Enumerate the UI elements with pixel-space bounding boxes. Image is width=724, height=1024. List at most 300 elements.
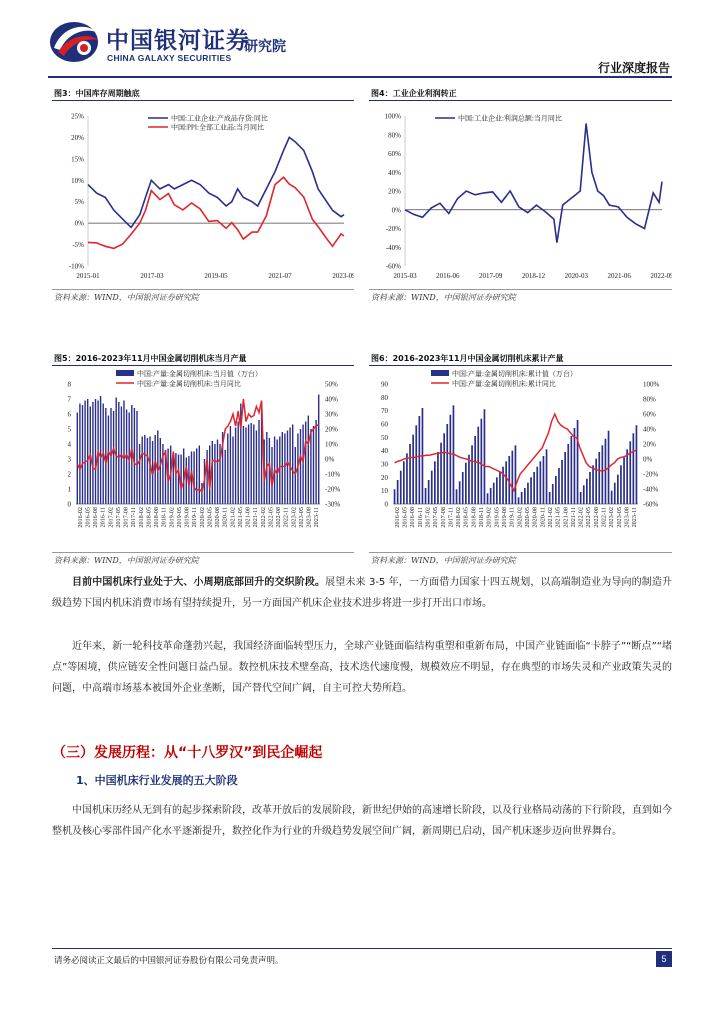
figure-3-source-rule — [52, 289, 354, 290]
paragraph-1-lead: 目前中国机床行业处于大、小周期底部回升的交织阶段。 — [72, 577, 326, 588]
bar — [175, 453, 176, 504]
bar — [105, 408, 106, 504]
bar — [95, 399, 96, 504]
y-tick-label: 60% — [388, 150, 401, 158]
figure-4-source-rule — [369, 289, 672, 290]
x-tick-label: 2016-02 — [76, 507, 84, 528]
y-right-tick-label: 50% — [325, 380, 338, 389]
bar — [446, 424, 448, 504]
x-tick-label: 2020-05 — [206, 507, 214, 528]
x-tick-label: 2016-08 — [92, 507, 100, 528]
bar — [623, 457, 625, 504]
bar — [487, 493, 489, 504]
y-left-tick-label: 90 — [381, 380, 388, 389]
x-tick-label: 2020-08 — [531, 507, 539, 528]
x-tick-label: 2021-02 — [547, 507, 554, 528]
x-tick-label: 2018-05 — [462, 507, 470, 528]
bar — [108, 416, 109, 505]
x-tick-label: 2019-11 — [191, 507, 199, 528]
bar — [527, 483, 529, 504]
bar — [459, 481, 461, 504]
bar — [134, 408, 135, 504]
figure-6-source: 资料来源：WIND，中国银河证券研究院 — [371, 556, 516, 565]
institute-label: 研究院 — [244, 39, 286, 55]
bar — [196, 449, 197, 505]
x-tick-label: 2022-02 — [259, 507, 267, 528]
bar — [561, 460, 563, 504]
legend-label: 中国:产量:金属切削机床:累计同比 — [452, 380, 556, 388]
bar — [434, 461, 436, 504]
y-left-tick-label: 50 — [381, 433, 388, 442]
bar — [225, 450, 226, 504]
bar — [614, 483, 616, 504]
bar — [258, 420, 259, 504]
x-tick-label: 2023-05 — [297, 507, 305, 528]
bar — [558, 468, 560, 504]
x-tick-label: 2019-08 — [183, 507, 191, 528]
page-header — [0, 0, 724, 78]
figure-3-title-rule — [52, 100, 354, 101]
bar — [571, 436, 573, 504]
bar — [87, 399, 88, 504]
x-tick-label: 2021-02 — [229, 507, 237, 528]
x-tick-label: 2016-05 — [401, 507, 409, 528]
x-tick-label: 2016-06 — [436, 272, 460, 280]
bar — [403, 461, 405, 504]
bar — [512, 451, 514, 504]
y-right-tick-label: 20% — [643, 440, 656, 449]
legend-label: 中国:PPI:全部工业品:当月同比 — [171, 123, 264, 132]
x-tick-label: 2022-08 — [275, 507, 283, 528]
bar — [230, 426, 231, 504]
y-left-tick-label: 3 — [67, 455, 71, 464]
x-tick-label: 2016-08 — [409, 507, 417, 528]
bar — [235, 428, 236, 505]
footer-rule — [52, 948, 672, 949]
x-tick-label: 2017-05 — [432, 507, 440, 528]
y-left-tick-label: 8 — [67, 380, 71, 389]
bar — [123, 401, 124, 505]
bar — [149, 437, 150, 505]
x-tick-label: 2022-09 — [650, 272, 672, 280]
legend-label: 中国:产量:金属切削机床:当月同比 — [137, 380, 241, 388]
x-tick-label: 2017-03 — [140, 272, 164, 280]
x-tick-label: 2017-11 — [447, 507, 455, 528]
bar — [564, 452, 566, 504]
x-tick-label: 2020-02 — [516, 507, 524, 528]
y-tick-label: 40% — [388, 168, 401, 177]
figure-5-source-rule — [52, 552, 354, 553]
bar — [162, 444, 163, 504]
x-tick-label: 2016-05 — [84, 507, 92, 528]
x-tick-label: 2019-02 — [168, 507, 176, 528]
bar — [251, 423, 252, 504]
series-line-2 — [88, 177, 344, 248]
legend-label: 中国:工业企业:产成品存货:同比 — [171, 114, 268, 123]
bar — [490, 488, 492, 504]
bar — [505, 461, 507, 504]
bar — [144, 435, 145, 504]
y-left-tick-label: 1 — [67, 485, 71, 494]
bar — [147, 438, 148, 504]
bar — [530, 477, 532, 504]
x-tick-label: 2017-08 — [122, 507, 130, 528]
bar — [284, 434, 285, 505]
figure-3-chart — [52, 102, 354, 288]
bar — [468, 455, 470, 504]
y-left-tick-label: 20 — [381, 473, 388, 482]
bar — [292, 425, 293, 505]
bar — [308, 416, 309, 505]
y-tick-label: 15% — [71, 155, 84, 164]
bar — [199, 446, 200, 505]
bar — [397, 480, 399, 504]
bar — [496, 477, 498, 504]
bar — [113, 411, 114, 504]
y-right-tick-label: 10% — [325, 440, 338, 449]
bar — [577, 420, 579, 504]
x-tick-label: 2021-05 — [236, 507, 244, 528]
y-left-tick-label: 6 — [67, 410, 71, 419]
legend-label: 中国:工业企业:利润总额:当月同比 — [458, 114, 562, 123]
bar — [406, 453, 408, 504]
bar — [617, 475, 619, 504]
x-tick-label: 2018-08 — [470, 507, 478, 528]
bar — [589, 472, 591, 504]
y-left-tick-label: 60 — [381, 420, 388, 429]
x-tick-label: 2022-02 — [577, 507, 585, 528]
bar — [462, 472, 464, 504]
x-tick-label: 2020-02 — [198, 507, 206, 528]
figure-3-svg — [369, 366, 672, 550]
x-tick-label: 2023-02 — [290, 507, 298, 528]
y-left-tick-label: 40 — [381, 447, 388, 456]
y-left-tick-label: 0 — [384, 500, 388, 509]
x-tick-label: 2023-02 — [608, 507, 616, 528]
y-right-tick-label: 30% — [325, 410, 338, 419]
bar — [419, 416, 421, 504]
y-right-tick-label: 40% — [325, 395, 338, 404]
bar — [437, 452, 439, 504]
x-tick-label: 2020-11 — [539, 507, 547, 528]
figure-3-title: 图3：中国库存周期触底 — [54, 89, 140, 98]
bar — [116, 398, 117, 505]
bar — [477, 427, 479, 504]
bar — [549, 492, 551, 504]
bar — [574, 428, 576, 504]
bar — [160, 438, 161, 504]
bar — [180, 455, 181, 505]
bar — [139, 444, 140, 504]
bar — [217, 440, 218, 505]
subsection-title: 1、中国机床行业发展的五大阶段 — [76, 774, 238, 787]
bar — [248, 425, 249, 505]
header-rule — [48, 76, 672, 78]
bar — [533, 472, 535, 504]
x-tick-label: 2021-11 — [569, 507, 577, 528]
figure-4-title-rule — [369, 100, 672, 101]
bar — [546, 449, 548, 504]
y-right-tick-label: 100% — [643, 380, 660, 389]
x-tick-label: 2015-03 — [393, 272, 417, 280]
bar — [394, 489, 396, 504]
x-tick-label: 2023-09 — [332, 272, 354, 280]
bar — [465, 463, 467, 504]
bar — [92, 402, 93, 504]
x-tick-label: 2020-03 — [564, 272, 589, 280]
y-tick-label: 10% — [71, 176, 84, 185]
bar — [82, 405, 83, 504]
bar — [282, 432, 283, 504]
bar — [499, 472, 501, 504]
x-tick-label: 2017-09 — [478, 272, 503, 280]
bar — [636, 425, 638, 504]
x-tick-label: 2022-11 — [600, 507, 608, 528]
y-tick-label: 25% — [71, 112, 84, 121]
figure-3-source: 资料来源：WIND，中国银河证券研究院 — [54, 293, 199, 302]
bar — [521, 492, 523, 504]
y-right-tick-label: 0% — [643, 455, 653, 464]
bar — [302, 425, 303, 505]
footer-disclaimer: 请务必阅读正文最后的中国银河证券股份有限公司免责声明。 — [54, 956, 284, 966]
legend-label: 中国:产量:金属切削机床:当月值（万台） — [137, 370, 262, 378]
x-tick-label: 2018-02 — [455, 507, 463, 528]
bar — [502, 467, 504, 504]
bar — [409, 444, 411, 504]
x-tick-label: 2017-02 — [424, 507, 432, 528]
x-tick-label: 2017-08 — [439, 507, 447, 528]
bar — [155, 435, 156, 504]
x-tick-label: 2020-05 — [524, 507, 531, 528]
bar — [540, 461, 542, 504]
bar — [602, 445, 604, 504]
legend-swatch-bar — [431, 370, 449, 376]
y-right-tick-label: 60% — [643, 410, 656, 419]
bar — [450, 415, 452, 504]
y-tick-label: 80% — [388, 131, 401, 140]
x-tick-label: 2016-02 — [393, 507, 401, 528]
paragraph-2: 近年来，新一轮科技革命蓬勃兴起，我国经济面临转型压力，全球产业链面临结构重塑和重新布局，中国产业链面临“卡脖子”“断点”“堵点”等困境，供应链安全性问题日益凸显。数控机床技术壁垒高，技术迭代速度慢，规模效应不明显，存在典型的市场失灵和产业政策失灵的问题，中高端市场基本被国外企业垄断，国产替代空间广阔，自主可控大势所趋。 — [52, 641, 672, 694]
y-right-tick-label: -60% — [643, 500, 659, 509]
series-line-1 — [405, 124, 662, 243]
paragraph-1 — [52, 572, 672, 614]
bar — [206, 450, 207, 504]
series-line-1 — [88, 137, 344, 227]
figure-5-source: 资料来源：WIND，中国银河证券研究院 — [54, 556, 199, 565]
bar — [243, 426, 244, 504]
y-left-tick-label: 30 — [381, 460, 388, 469]
y-right-tick-label: -40% — [643, 485, 659, 494]
bar — [310, 429, 311, 504]
bar — [253, 425, 254, 505]
y-right-tick-label: 0% — [325, 455, 335, 464]
x-tick-label: 2016-11 — [99, 507, 107, 528]
x-tick-label: 2023-08 — [623, 507, 631, 528]
figure-5-chart — [52, 366, 354, 550]
x-tick-label: 2019-05 — [493, 507, 501, 528]
x-tick-label: 2018-11 — [160, 507, 168, 528]
figure-6-source-rule — [369, 552, 672, 553]
x-tick-label: 2019-11 — [508, 507, 516, 528]
y-tick-label: 20% — [388, 187, 401, 196]
bar — [555, 476, 557, 504]
legend-label: 中国:产量:金属切削机床:累计值（万台） — [452, 370, 577, 378]
bar — [79, 404, 80, 505]
bar — [136, 411, 137, 504]
bar — [515, 445, 517, 504]
bar — [227, 434, 228, 505]
x-tick-label: 2022-05 — [267, 507, 275, 528]
y-tick-label: 100% — [384, 112, 401, 121]
bar — [633, 433, 635, 504]
y-tick-label: 5% — [74, 198, 84, 207]
x-tick-label: 2021-08 — [562, 507, 570, 528]
x-tick-label: 2018-08 — [153, 507, 161, 528]
x-tick-label: 2019-02 — [485, 507, 493, 528]
bar — [201, 483, 202, 504]
y-right-tick-label: 80% — [643, 395, 656, 404]
x-tick-label: 2017-11 — [130, 507, 138, 528]
legend-swatch-bar — [116, 370, 134, 376]
x-tick-label: 2019-05 — [204, 272, 228, 280]
x-tick-label: 2021-08 — [244, 507, 252, 528]
x-tick-label: 2020-11 — [221, 507, 229, 528]
company-name-en: CHINA GALAXY SECURITIES — [107, 53, 232, 63]
paragraph-1-body: 展望未来 3-5 年，一方面借力国家十四五规划，以高端制造业为导向的制造升级趋势下国内机床消费市场有望持续提升，另一方面国产机床企业技术进步将进一步打开出口市场。 — [52, 577, 672, 609]
bar — [586, 479, 588, 504]
figure-6-title: 图6：2016-2023年11月中国金属切削机床累计产量 — [371, 354, 564, 363]
x-tick-label: 2018-05 — [145, 507, 153, 528]
y-right-tick-label: -20% — [325, 485, 341, 494]
bar — [186, 458, 187, 505]
bar — [474, 436, 476, 504]
x-tick-label: 2018-02 — [137, 507, 145, 528]
figure-4-chart — [369, 102, 672, 288]
bar — [583, 485, 585, 504]
x-tick-label: 2023-05 — [615, 507, 623, 528]
bar — [431, 471, 433, 504]
y-right-tick-label: -30% — [325, 500, 341, 509]
bar — [238, 422, 239, 505]
bar — [142, 437, 143, 505]
figure-1-svg — [369, 102, 672, 288]
bar — [415, 425, 417, 504]
y-tick-label: -60% — [385, 262, 401, 271]
x-tick-label: 2019-08 — [501, 507, 508, 528]
y-left-tick-label: 10 — [381, 487, 388, 496]
bar — [232, 437, 233, 505]
bar — [524, 488, 526, 504]
bar — [313, 426, 314, 504]
galaxy-logo-icon — [48, 18, 100, 66]
bar — [440, 443, 442, 504]
bar — [620, 465, 622, 504]
bar — [543, 456, 545, 504]
x-tick-label: 2021-06 — [607, 272, 631, 280]
bar — [605, 439, 607, 504]
y-tick-label: -20% — [385, 225, 401, 233]
paragraph-3: 中国机床历经从无到有的起步探索阶段，改革开放后的发展阶段，新世纪伊始的高速增长阶段，以及行业格局动荡的下行阶段，直到如今整机及核心零部件国产化水平逐渐提升，数控化作为行业的升级趋势发展空间广阔，新周期已启动，国产机床逐步迈向世界舞台。 — [52, 805, 672, 837]
bar — [580, 492, 582, 504]
x-tick-label: 2022-11 — [282, 507, 290, 528]
bar — [77, 413, 78, 505]
x-tick-label: 2019-05 — [175, 507, 183, 528]
x-tick-label: 2021-07 — [268, 272, 292, 280]
x-tick-label: 2017-05 — [114, 507, 122, 528]
y-right-tick-label: 20% — [325, 425, 338, 434]
bar — [456, 489, 458, 504]
bar — [481, 419, 483, 504]
bar — [518, 497, 520, 504]
x-tick-label: 2017-02 — [107, 507, 115, 528]
bar — [626, 449, 628, 504]
y-left-tick-label: 5 — [67, 425, 71, 434]
bar — [315, 420, 316, 504]
figure-4-source: 资料来源：WIND，中国银河证券研究院 — [371, 293, 516, 302]
bar — [567, 444, 569, 504]
x-tick-label: 2023-11 — [631, 507, 639, 528]
bar — [305, 422, 306, 505]
bar — [536, 467, 538, 504]
x-tick-label: 2022-08 — [592, 507, 600, 528]
bar — [245, 428, 246, 505]
bar — [84, 401, 85, 505]
company-name-cn: 中国银河证券 — [106, 28, 250, 54]
bar — [428, 480, 430, 504]
y-left-tick-label: 0 — [67, 500, 71, 509]
bar — [592, 465, 594, 504]
report-type: 行业深度报告 — [597, 61, 670, 75]
bar — [178, 455, 179, 505]
y-tick-label: 0% — [391, 206, 401, 215]
bar — [611, 491, 613, 504]
x-tick-label: 2018-12 — [521, 272, 546, 280]
y-left-tick-label: 2 — [67, 470, 71, 479]
x-tick-label: 2023-08 — [305, 507, 313, 528]
x-tick-label: 2016-11 — [416, 507, 424, 528]
figure-0-svg — [52, 102, 354, 288]
page-number: 5 — [656, 951, 672, 967]
x-tick-label: 2023-11 — [313, 507, 321, 528]
bar — [598, 452, 600, 504]
x-tick-label: 2018-11 — [478, 507, 485, 528]
y-tick-label: -40% — [385, 243, 401, 252]
y-left-tick-label: 7 — [67, 395, 71, 404]
y-right-tick-label: -20% — [643, 470, 659, 479]
section-title: （三）发展历程：从“十八罗汉”到民企崛起 — [52, 745, 323, 761]
bar — [256, 431, 257, 505]
bar — [443, 433, 445, 504]
y-left-tick-label: 70 — [381, 407, 388, 416]
y-tick-label: -10% — [68, 262, 84, 271]
figure-2-svg — [52, 366, 354, 550]
x-tick-label: 2021-11 — [252, 507, 260, 528]
x-tick-label: 2020-08 — [214, 507, 222, 528]
bar — [629, 441, 631, 504]
y-left-tick-label: 4 — [67, 440, 71, 449]
bar — [318, 395, 319, 505]
x-tick-label: 2015-01 — [76, 272, 100, 280]
bar — [118, 402, 119, 504]
bar — [425, 488, 427, 504]
y-tick-label: 0% — [74, 219, 84, 228]
figure-6-chart — [369, 366, 672, 550]
y-right-tick-label: 40% — [643, 425, 656, 434]
y-right-tick-label: -10% — [325, 470, 341, 479]
bar — [484, 409, 486, 504]
bar — [287, 431, 288, 505]
figure-4-title: 图4：工业企业利润转正 — [371, 89, 457, 98]
